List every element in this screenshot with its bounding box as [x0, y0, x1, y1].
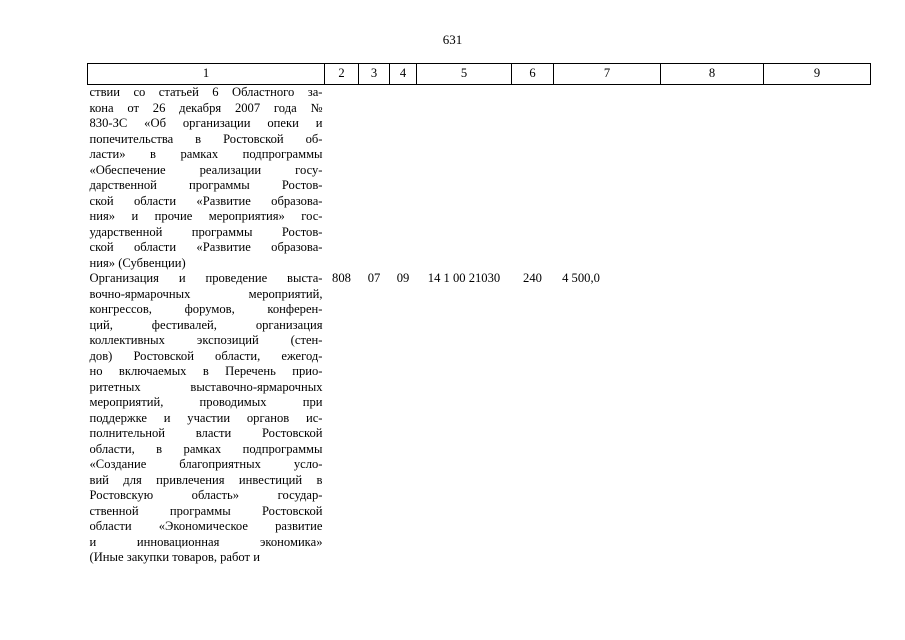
description-line: ской области «Развитие образова- — [89, 193, 323, 208]
cell-expense-type — [512, 85, 554, 272]
description-line: коллективных экспозиций (стен- — [89, 333, 323, 347]
cell-amount-8 — [661, 271, 764, 566]
budget-table — [87, 63, 871, 566]
cell-target-article — [417, 85, 512, 272]
description-line: но включаемых в Перечень прио- — [89, 364, 323, 378]
page-number: 631 — [442, 32, 463, 47]
description-line: поддержке и участии органов ис- — [89, 410, 323, 425]
description-line: ния» (Субвенции) — [89, 255, 186, 270]
description-line: полнительной власти Ростовской — [89, 426, 323, 440]
cell-subsection: 09 — [396, 271, 410, 285]
description-line: ций, фестивалей, организация — [89, 317, 323, 332]
description-line: конгрессов, форумов, конферен- — [89, 302, 323, 316]
cell-section: 07 — [367, 271, 381, 285]
cell-subsection — [390, 85, 417, 272]
cell-amount-7 — [554, 85, 661, 272]
description-line: области, в рамках подпрограммы — [89, 441, 323, 456]
description-line: попечительства в Ростовской об- — [89, 131, 323, 146]
column-header: 3 — [359, 64, 390, 85]
description-line: кона от 26 декабря 2007 года № — [89, 100, 323, 115]
row-description — [88, 271, 325, 566]
cell-section — [359, 85, 390, 272]
description-line: ритетных выставочно-ярмарочных — [89, 379, 323, 394]
description-line: области «Экономическое развитие — [89, 519, 323, 533]
table-row — [88, 271, 871, 566]
description-line: мероприятий, проводимых при — [89, 395, 323, 409]
column-header: 6 — [512, 64, 554, 85]
description-line: (Иные закупки товаров, работ и — [89, 550, 260, 564]
description-line: «Создание благоприятных усло- — [89, 457, 323, 471]
description-line: дарственной программы Ростов- — [89, 178, 323, 192]
table-row — [88, 85, 871, 272]
row-description — [88, 85, 325, 272]
description-line: вочно-ярмарочных мероприятий, — [89, 286, 323, 301]
description-line: ственной программы Ростовской — [89, 503, 323, 518]
column-header: 2 — [325, 64, 359, 85]
description-line: ударственной программы Ростов- — [89, 224, 323, 239]
column-header: 1 — [88, 64, 325, 85]
description-line: и инновационная экономика» — [89, 534, 323, 549]
description-line: Организация и проведение выста- — [89, 271, 323, 285]
cell-amount-9 — [764, 271, 871, 566]
column-header: 7 — [554, 64, 661, 85]
cell-target-article: 14 1 00 21030 — [427, 271, 501, 285]
description-line: 830-ЗС «Об организации опеки и — [89, 116, 323, 130]
cell-ministry-code: 808 — [332, 271, 351, 285]
description-line: Ростовскую область» государ- — [89, 488, 323, 502]
description-line: ствии со статьей 6 Областного за- — [89, 85, 323, 99]
column-header: 5 — [417, 64, 512, 85]
cell-ministry-code — [325, 85, 359, 272]
column-header: 8 — [661, 64, 764, 85]
description-line: ласти» в рамках подпрограммы — [89, 147, 323, 161]
description-line: дов) Ростовской области, ежегод- — [89, 348, 323, 363]
header-row — [88, 64, 871, 85]
column-header: 4 — [390, 64, 417, 85]
cell-expense-type: 240 — [523, 271, 542, 285]
cell-amount-7: 4 500,0 — [562, 271, 600, 285]
description-line: вий для привлечения инвестиций в — [89, 472, 323, 487]
description-line: «Обеспечение реализации госу- — [89, 162, 323, 177]
cell-amount-8 — [661, 85, 764, 272]
description-line: ской области «Развитие образова- — [89, 240, 323, 254]
column-header: 9 — [764, 64, 871, 85]
description-line: ния» и прочие мероприятия» гос- — [89, 209, 323, 223]
cell-amount-9 — [764, 85, 871, 272]
